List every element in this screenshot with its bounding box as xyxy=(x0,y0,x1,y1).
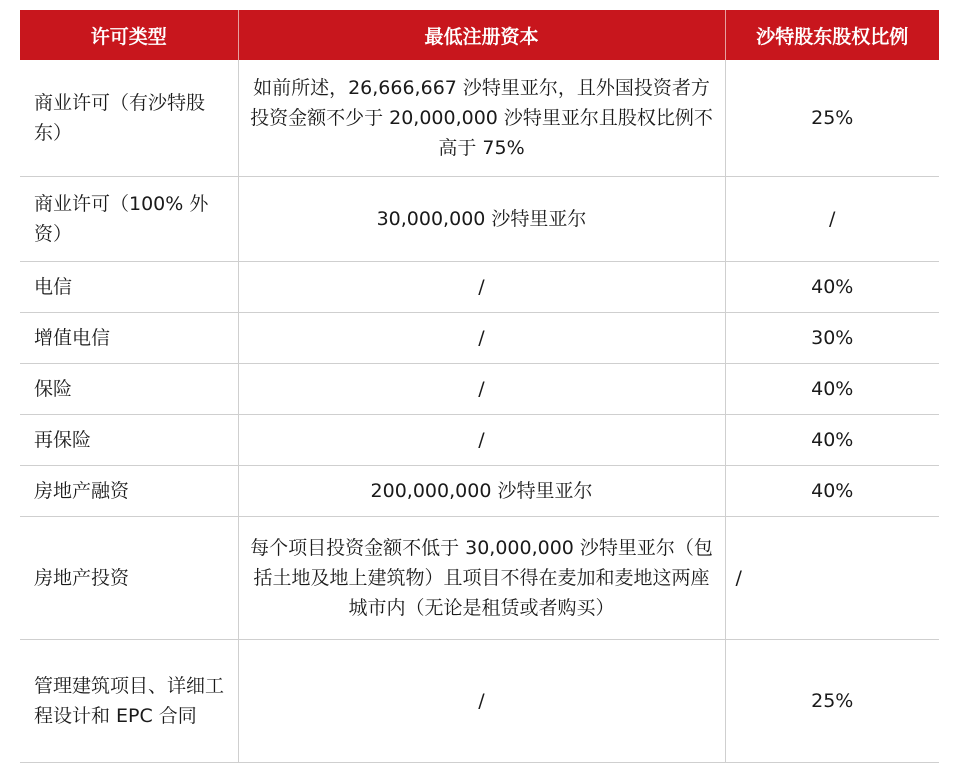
saudi-ratio-cell: 25% xyxy=(725,60,939,177)
saudi-ratio-cell: 30% xyxy=(725,313,939,364)
license-type-cell: 商业许可（有沙特股东） xyxy=(20,60,238,177)
min-capital-cell: 每个项目投资金额不低于 30,000,000 沙特里亚尔（包括土地及地上建筑物）且项目不得在麦加和麦地这两座城市内（无论是租赁或者购买） xyxy=(238,517,725,640)
license-type-cell: 再保险 xyxy=(20,415,238,466)
saudi-ratio-cell: 40% xyxy=(725,364,939,415)
license-type-cell: 商业许可（100% 外资） xyxy=(20,177,238,262)
license-type-cell: 电信 xyxy=(20,262,238,313)
min-capital-cell: / xyxy=(238,262,725,313)
header-saudi-ratio: 沙特股东股权比例 xyxy=(725,10,939,60)
license-type-cell: 保险 xyxy=(20,364,238,415)
saudi-ratio-cell: / xyxy=(725,177,939,262)
saudi-ratio-cell: 25% xyxy=(725,640,939,763)
min-capital-cell: / xyxy=(238,415,725,466)
license-type-cell: 房地产融资 xyxy=(20,466,238,517)
min-capital-cell: / xyxy=(238,364,725,415)
table-row xyxy=(20,60,939,177)
table-row xyxy=(20,262,939,313)
header-row xyxy=(20,10,939,60)
min-capital-cell: / xyxy=(238,313,725,364)
license-capital-table xyxy=(20,10,939,763)
table-row xyxy=(20,177,939,262)
table-row xyxy=(20,517,939,640)
header-min-capital: 最低注册资本 xyxy=(238,10,725,60)
table-row xyxy=(20,640,939,763)
license-type-cell: 管理建筑项目、详细工程设计和 EPC 合同 xyxy=(20,640,238,763)
license-type-cell: 房地产投资 xyxy=(20,517,238,640)
table-row xyxy=(20,313,939,364)
min-capital-cell: / xyxy=(238,640,725,763)
license-type-cell: 增值电信 xyxy=(20,313,238,364)
table-row xyxy=(20,466,939,517)
min-capital-cell: 如前所述，26,666,667 沙特里亚尔，且外国投资者方投资金额不少于 20,000,000 沙特里亚尔且股权比例不高于 75% xyxy=(238,60,725,177)
saudi-ratio-cell: / xyxy=(725,517,939,640)
saudi-ratio-cell: 40% xyxy=(725,262,939,313)
saudi-ratio-cell: 40% xyxy=(725,466,939,517)
saudi-ratio-cell: 40% xyxy=(725,415,939,466)
min-capital-cell: 30,000,000 沙特里亚尔 xyxy=(238,177,725,262)
min-capital-cell: 200,000,000 沙特里亚尔 xyxy=(238,466,725,517)
table-row xyxy=(20,415,939,466)
table-row xyxy=(20,364,939,415)
header-license-type: 许可类型 xyxy=(20,10,238,60)
